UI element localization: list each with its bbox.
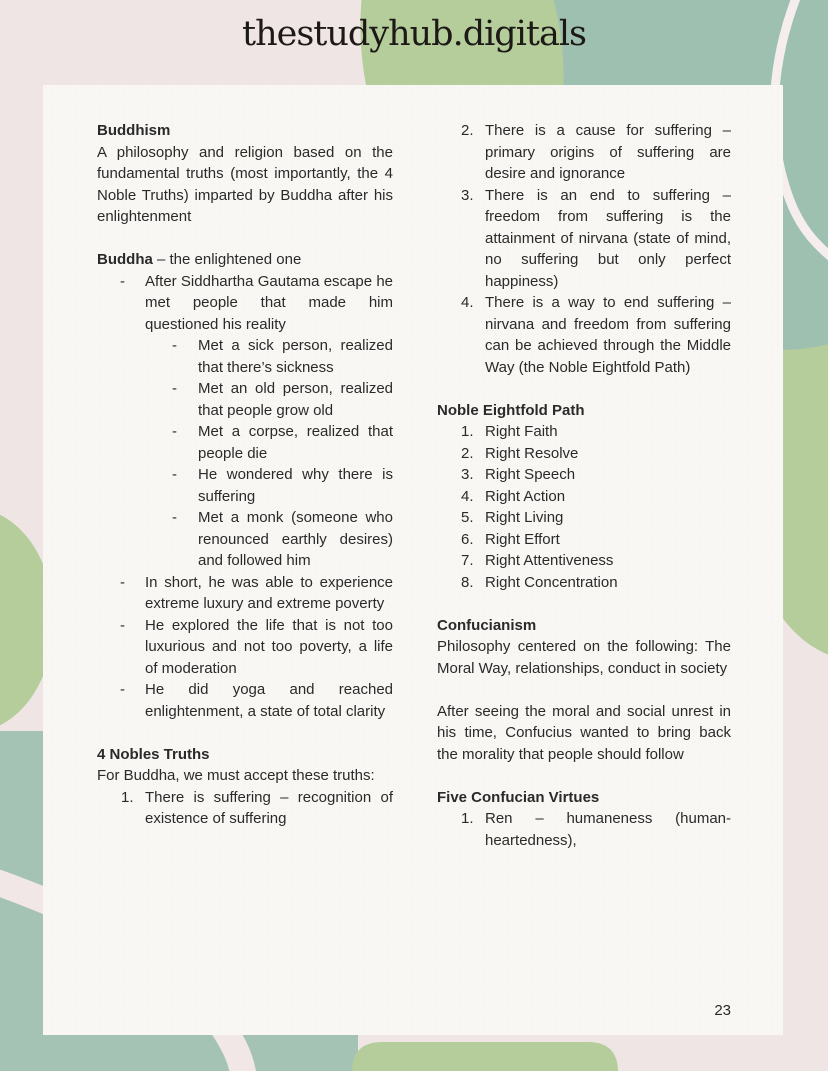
confucianism-paragraph: Philosophy centered on the following: The Moral Way, relationships, conduct in society xyxy=(437,638,731,677)
numbered-item xyxy=(437,185,731,293)
item-text: Right Action xyxy=(485,487,566,505)
truths-intro: For Buddha, we must accept these truths: xyxy=(97,767,375,784)
dash-marker: - xyxy=(120,573,125,591)
item-text: There is a cause for suffering – primary origins of suffering are desire and ignorance xyxy=(485,122,731,182)
buddha-definition-line xyxy=(97,249,393,271)
numbered-item xyxy=(437,507,731,529)
item-number: 1. xyxy=(461,810,474,827)
brand-title: thestudyhub.digitals xyxy=(242,14,586,54)
numbered-item xyxy=(437,572,731,594)
item-text: Right Faith xyxy=(485,423,558,440)
dash-marker: - xyxy=(172,380,177,397)
list-item xyxy=(97,271,393,336)
numbered-item xyxy=(97,787,393,830)
spacer xyxy=(97,228,393,250)
item-number: 7. xyxy=(461,552,474,569)
confucianism-heading: Confucianism xyxy=(437,616,537,634)
spacer xyxy=(437,378,731,400)
list-item-text: Met a monk (someone who renounced earthly desires) and followed him xyxy=(198,509,393,569)
dash-marker: - xyxy=(120,681,125,698)
item-number: 3. xyxy=(461,186,474,204)
dash-marker: - xyxy=(172,423,177,440)
dash-marker: - xyxy=(172,466,177,483)
item-number: 1. xyxy=(461,423,474,440)
list-item xyxy=(97,464,393,507)
left-column xyxy=(97,120,393,851)
bottom-center-green-blob xyxy=(352,1042,618,1071)
list-item-text: Met an old person, realized that people grow old xyxy=(198,380,393,419)
list-item-text: Met a corpse, realized that people die xyxy=(198,423,393,462)
list-item-text: He did yoga and reached enlightenment, a state of total clarity xyxy=(145,681,393,720)
item-number: 4. xyxy=(461,294,474,311)
item-text: Right Speech xyxy=(485,466,576,483)
numbered-item xyxy=(437,486,731,508)
list-item xyxy=(97,679,393,722)
eightfold-path-heading: Noble Eightfold Path xyxy=(437,401,585,419)
buddhism-heading: Buddhism xyxy=(97,122,171,139)
item-text: Right Attentiveness xyxy=(485,552,614,569)
list-item-text: After Siddhartha Gautama escape he met people that made him questioned his reality xyxy=(145,272,393,333)
dash-marker: - xyxy=(120,272,125,290)
numbered-item xyxy=(437,421,731,443)
two-column-layout xyxy=(97,120,731,851)
buddha-definition: – the enlightened one xyxy=(152,251,302,268)
buddha-term: Buddha xyxy=(97,251,153,268)
numbered-item xyxy=(437,292,731,378)
numbered-item xyxy=(437,808,731,851)
numbered-item xyxy=(437,464,731,486)
list-item-text: Met a sick person, realized that there’s sickness xyxy=(198,337,393,376)
item-text: There is an end to suffering – freedom from suffering is the attainment of nirvana (state of mind, no suffering but only perfect happiness) xyxy=(485,186,731,290)
item-text: There is suffering – recognition of existence of suffering xyxy=(145,788,393,827)
list-item xyxy=(97,421,393,464)
list-item xyxy=(97,335,393,378)
numbered-item xyxy=(437,529,731,551)
numbered-item xyxy=(437,443,731,465)
dash-marker: - xyxy=(120,616,125,634)
numbered-item xyxy=(437,120,731,185)
item-text: There is a way to end suffering – nirvana and freedom from suffering can be achieved through the Middle Way (the Noble Eightfold Path) xyxy=(485,294,731,376)
list-item xyxy=(97,378,393,421)
list-item xyxy=(97,507,393,572)
item-number: 6. xyxy=(461,530,474,548)
item-number: 2. xyxy=(461,444,474,462)
item-number: 4. xyxy=(461,487,474,505)
spacer xyxy=(437,765,731,787)
numbered-item xyxy=(437,550,731,572)
spacer xyxy=(97,722,393,744)
dash-marker: - xyxy=(172,509,177,526)
list-item xyxy=(97,572,393,615)
item-number: 1. xyxy=(121,788,134,806)
confucius-paragraph: After seeing the moral and social unrest in his time, Confucius wanted to bring back the morality that people should follow xyxy=(437,702,731,763)
item-text: Right Resolve xyxy=(485,444,579,462)
item-number: 2. xyxy=(461,122,474,139)
list-item xyxy=(97,615,393,680)
notes-paper xyxy=(43,85,783,1035)
right-column xyxy=(437,120,731,851)
four-noble-truths-heading: 4 Nobles Truths xyxy=(97,745,210,763)
item-text: Right Effort xyxy=(485,530,560,548)
item-text: Right Living xyxy=(485,509,564,526)
page-number: 23 xyxy=(714,1001,731,1019)
list-item-text: In short, he was able to experience extreme luxury and extreme poverty xyxy=(145,573,393,612)
list-item-text: He wondered why there is suffering xyxy=(198,466,393,505)
virtues-heading: Five Confucian Virtues xyxy=(437,788,600,806)
item-text: Right Concentration xyxy=(485,573,618,591)
list-item-text: He explored the life that is not too luxurious and not too poverty, a life of moderation xyxy=(145,616,393,677)
spacer xyxy=(437,593,731,615)
item-text: Ren – humaneness (human-heartedness), xyxy=(485,810,731,849)
spacer xyxy=(437,679,731,701)
buddhism-paragraph: A philosophy and religion based on the fundamental truths (most importantly, the 4 Noble Truths) imparted by Buddha after his enlightenment xyxy=(97,143,393,225)
item-number: 3. xyxy=(461,466,474,483)
item-number: 5. xyxy=(461,509,474,526)
item-number: 8. xyxy=(461,573,474,591)
dash-marker: - xyxy=(172,337,177,354)
